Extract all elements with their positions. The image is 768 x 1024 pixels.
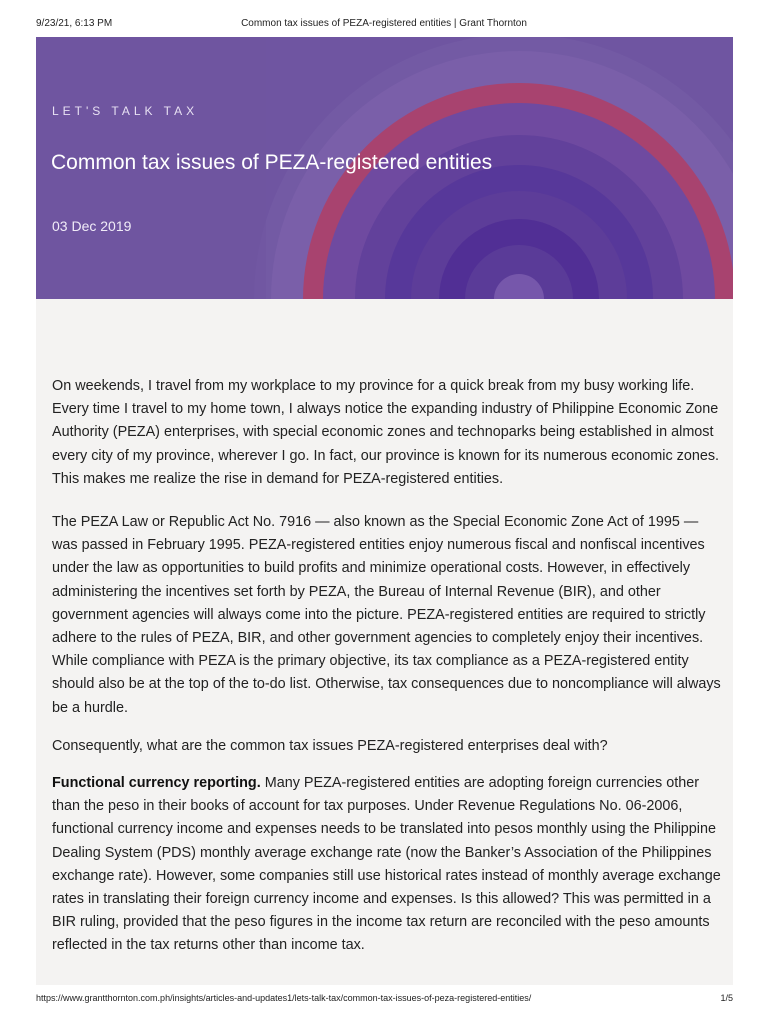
article-title: Common tax issues of PEZA-registered entities [51,151,493,174]
paragraph-text: On weekends, I travel from my workplace to my province for a quick break from my busy working life. Every time I travel to my home town, I always notice the expanding industry of Philippine Economic Zone Authority (PEZA) enterprises, with special economic zones and technoparks being established in almost every city of my province, wherever I go. In fact, our province is known for its numerous economic zones. This makes me realize the rise in demand for PEZA-registered entities. [52,378,720,487]
article-paragraph-4 [52,772,724,958]
print-page-number: 1/5 [720,993,733,1003]
article-paragraph-3 [52,735,724,758]
print-footer [0,990,768,1010]
paragraph-text: Consequently, what are the common tax issues PEZA-registered enterprises deal with? [52,738,608,754]
article-body [36,299,733,985]
hero-kicker: LET'S TALK TAX [52,104,199,118]
article-date: 03 Dec 2019 [52,218,132,234]
paragraph-text: The PEZA Law or Republic Act No. 7916 — also known as the Special Economic Zone Act of 1995 — was passed in February 1995. PEZA-registered entities enjoy numerous fiscal and nonfiscal incentives under the law as opportunities to build profits and minimize operational costs. However, in effectively administering the incentives set forth by PEZA, the Bureau of Internal Revenue (BIR), and other government agencies will always come into the picture. PEZA-registered entities are required to strictly adhere to the rules of PEZA, BIR, and other government agencies to completely enjoy their incentives. While compliance with PEZA is the primary objective, its tax compliance as a PEZA-registered entity should also be at the top of the to-do list. Otherwise, tax consequences due to noncompliance will always be a hurdle. [52,514,721,716]
article-paragraph-2 [52,511,724,720]
print-url: https://www.grantthornton.com.ph/insights/articles-and-updates1/lets-talk-tax/common-tax-issues-of-peza-registered-entities/ [36,993,532,1003]
paragraph-lead-heading: Functional currency reporting. [52,775,261,791]
article-paragraph-1 [52,375,724,491]
print-page-title: Common tax issues of PEZA-registered entities | Grant Thornton [241,18,527,29]
paragraph-text: Many PEZA-registered entities are adopting foreign currencies other than the peso in their books of account for tax purposes. Under Revenue Regulations No. 06-2006, functional currency income and expenses needs to be translated into pesos monthly using the Philippine Dealing System (PDS) monthly average exchange rate (now the Banker’s Association of the Philippines exchange rate). However, some companies still use historical rates instead of monthly average exchange rates in translating their foreign currency income and expenses. Is this allowed? This was permitted in a BIR ruling, provided that the peso figures in the income tax return are reconciled with the peso amounts reflected in the tax returns other than income tax. [52,775,721,954]
article-hero-banner [36,37,733,299]
print-header [0,0,768,36]
print-timestamp: 9/23/21, 6:13 PM [36,18,113,29]
